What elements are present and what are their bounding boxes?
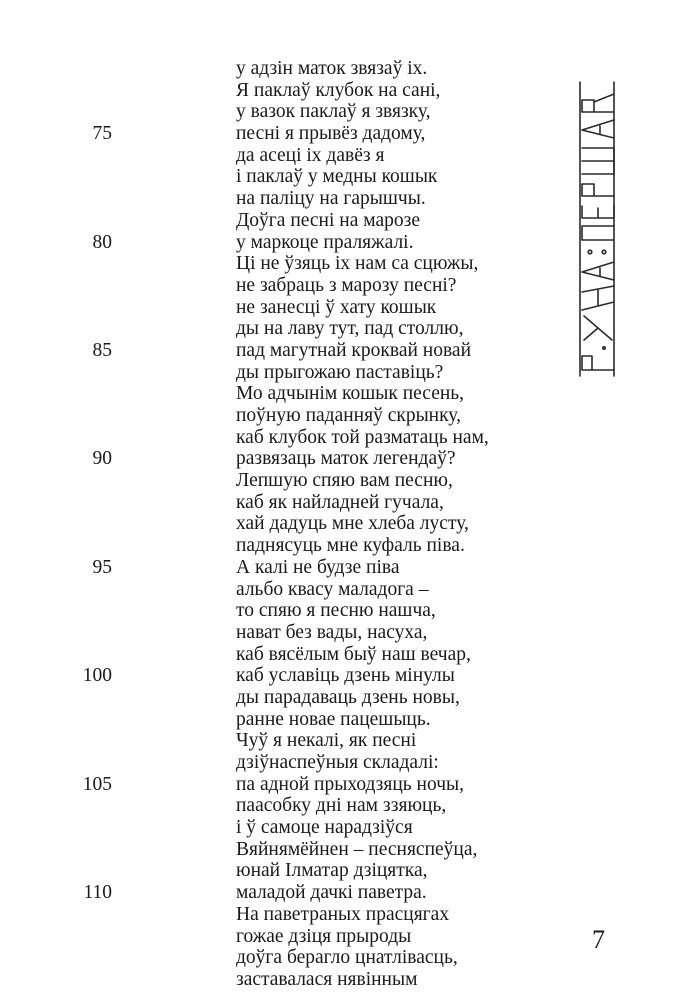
line-text: не забраць з марозу песні?: [236, 274, 457, 296]
line-text: і ў самоце нарадзіўся: [236, 817, 413, 839]
verse-line: [0, 166, 560, 188]
line-text: у адзін маток звязаў іх.: [236, 58, 428, 79]
line-text: нават без вады, насуха,: [236, 621, 428, 643]
line-number: 80: [92, 231, 112, 253]
verse-line: [0, 188, 560, 210]
verse-line: [0, 405, 560, 427]
verse-line: [0, 297, 560, 319]
verse-line: [0, 709, 560, 731]
verse-line: [0, 774, 560, 796]
line-text: юнай Ілматар дзіцятка,: [236, 860, 428, 882]
verse-line: [0, 730, 560, 752]
verse-line: [0, 210, 560, 232]
verse-line: [0, 817, 560, 839]
verse-line: [0, 362, 560, 384]
line-text: паднясуць мне куфаль піва.: [236, 535, 465, 557]
verse-line: [0, 644, 560, 666]
verse-line: [0, 318, 560, 340]
verse-line: [0, 101, 560, 123]
line-number: 100: [82, 665, 112, 687]
line-text: Лепшую спяю вам песню,: [236, 470, 453, 492]
verse-line: [0, 123, 560, 145]
poem-verse: [0, 58, 560, 991]
verse-line: [0, 860, 560, 882]
line-text: Ці не ўзяць іх нам са сцюжы,: [236, 253, 479, 275]
line-text: А калі не будзе піва: [236, 556, 400, 578]
verse-line: [0, 665, 560, 687]
verse-line: [0, 448, 560, 470]
verse-line: [0, 340, 560, 362]
line-text: поўную паданняў скрынку,: [236, 405, 461, 426]
line-text: ды парадаваць дзень новы,: [236, 686, 460, 708]
line-text: хай дадуць мне хлеба лусту,: [236, 513, 469, 535]
line-text: паасобку дні нам ззяюць,: [236, 795, 447, 817]
verse-line: [0, 579, 560, 601]
line-text: у вазок паклаў я звязку,: [236, 101, 431, 123]
line-number: 85: [92, 339, 112, 361]
verse-line: [0, 275, 560, 297]
line-text: песні я прывёз дадому,: [236, 123, 426, 145]
verse-line: [0, 904, 560, 926]
line-text: не занесці ў хату кошык: [236, 296, 437, 318]
line-text: доўга берагло цнатлівасць,: [236, 947, 458, 969]
verse-line: [0, 80, 560, 102]
line-text: маладой дачкі паветра.: [236, 882, 427, 904]
line-text: і паклаў у медны кошык: [236, 166, 438, 188]
verse-line: [0, 427, 560, 449]
verse-line: [0, 58, 560, 80]
verse-line: [0, 557, 560, 579]
verse-line: [0, 839, 560, 861]
line-text: каб клубок той разматаць нам,: [236, 426, 489, 448]
line-number: 75: [92, 123, 112, 145]
line-text: да асеці іх давёз я: [236, 144, 385, 166]
verse-line: [0, 752, 560, 774]
line-text: развязаць маток легендаў?: [236, 448, 456, 470]
line-text: Я паклаў клубок на сані,: [236, 79, 441, 101]
line-text: пад магутнай кроквай новай: [236, 339, 472, 361]
line-text: На паветраных прасцягах: [236, 903, 450, 925]
line-text: Мо адчынім кошык песень,: [236, 383, 465, 405]
verse-line: [0, 600, 560, 622]
line-text: каб вясёлым быў наш вечар,: [236, 643, 471, 665]
line-text: ранне новае пацешыць.: [236, 708, 431, 730]
line-number: 95: [92, 556, 112, 578]
line-text: па адной прыходзяць ночы,: [236, 773, 465, 795]
line-text: то спяю я песню нашча,: [236, 600, 436, 622]
line-number: 90: [92, 448, 112, 470]
verse-line: [0, 470, 560, 492]
line-text: альбо квасу маладога –: [236, 578, 429, 600]
line-text: каб уславіць дзень мінулы: [236, 665, 455, 687]
verse-line: [0, 232, 560, 254]
line-number: 105: [82, 773, 112, 795]
verse-line: [0, 622, 560, 644]
line-text: заставалася нявінным: [236, 968, 418, 990]
line-text: ды прыгожаю паставіць?: [236, 361, 444, 383]
verse-line: [0, 926, 560, 948]
page-number: 7: [592, 925, 605, 954]
line-text: ды на лаву тут, пад столлю,: [236, 318, 464, 340]
verse-line: [0, 535, 560, 557]
verse-line: [0, 947, 560, 969]
verse-line: [0, 795, 560, 817]
line-text: гожае дзіця прыроды: [236, 925, 412, 947]
line-number: 110: [83, 882, 112, 904]
verse-line: [0, 492, 560, 514]
verse-line: [0, 383, 560, 405]
verse-line: [0, 145, 560, 167]
line-text: дзіўнаспеўныя складалі:: [236, 752, 439, 773]
verse-line: [0, 687, 560, 709]
verse-line: [0, 969, 560, 991]
line-text: на паліцу на гарышчы.: [236, 188, 426, 210]
line-text: Чуў я некалі, як песні: [236, 730, 417, 752]
line-text: Вяйнямёйнен – песняспеўца,: [236, 838, 478, 860]
verse-line: [0, 882, 560, 904]
verse-line: [0, 513, 560, 535]
part-title-runic-lettering: [574, 80, 620, 380]
line-text: у маркоце праляжалі.: [236, 231, 414, 253]
line-text: каб як найладней гучала,: [236, 491, 444, 513]
line-text: Доўга песні на марозе: [236, 209, 420, 231]
verse-line: [0, 253, 560, 275]
